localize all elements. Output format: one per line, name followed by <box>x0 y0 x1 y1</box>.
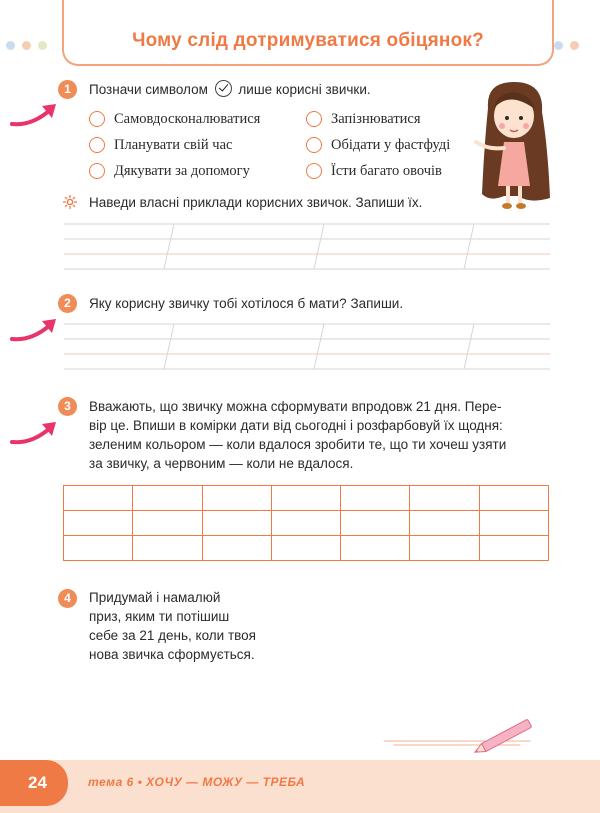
option-circle-icon[interactable] <box>306 111 322 127</box>
option-circle-icon[interactable] <box>89 137 105 153</box>
writing-lines[interactable] <box>64 220 550 272</box>
habit-option-label: Дякувати за допомогу <box>114 162 250 179</box>
date-cell[interactable] <box>133 536 202 561</box>
date-cell[interactable] <box>202 536 271 561</box>
habit-option-label: Запізнюватися <box>331 110 421 127</box>
task1-instruction <box>89 80 371 99</box>
option-circle-icon[interactable] <box>306 137 322 153</box>
task4-line: Придумай і намалюй <box>89 590 221 605</box>
date-cell[interactable] <box>271 536 340 561</box>
task1-instruction-end: лише корисні звички. <box>238 82 371 97</box>
date-cell[interactable] <box>341 536 410 561</box>
girl-illustration <box>470 78 560 218</box>
task4-line: себе за 21 день, коли твоя <box>89 628 256 643</box>
date-cell[interactable] <box>410 486 479 511</box>
footer-topic: тема 6 • ХОЧУ — МОЖУ — ТРЕБА <box>88 775 306 789</box>
task-number-4: 4 <box>58 589 77 608</box>
task3-line: за звичку, а червоним — коли не вдалося. <box>89 456 354 471</box>
date-cell[interactable] <box>202 511 271 536</box>
task3-line: Вважають, що звичку можна сформувати впродовж 21 дня. Пере- <box>89 399 502 414</box>
pointer-arrow-icon <box>10 100 58 130</box>
task2-instruction: Яку корисну звичку тобі хотілося б мати? Запиши. <box>89 296 404 311</box>
pointer-arrow-icon <box>10 315 58 345</box>
date-cell[interactable] <box>341 486 410 511</box>
date-cell[interactable] <box>410 511 479 536</box>
date-cell[interactable] <box>479 511 548 536</box>
pointer-arrow-icon <box>10 418 58 448</box>
habit-option-label: Самовдосконалюватися <box>114 110 261 127</box>
task-number-2: 2 <box>58 294 77 313</box>
habit-option[interactable] <box>89 161 250 181</box>
habit-option-label: Планувати свій час <box>114 136 233 153</box>
date-cell[interactable] <box>64 511 133 536</box>
date-cell[interactable] <box>64 486 133 511</box>
task-number-1: 1 <box>58 80 77 99</box>
writing-lines[interactable] <box>64 320 550 372</box>
date-cell[interactable] <box>133 486 202 511</box>
date-cell[interactable] <box>271 511 340 536</box>
task3-line: вір це. Впиши в комірки дати від сьогодні і розфарбовуй їх щодня: <box>89 418 503 433</box>
habit-tracker-grid <box>63 485 549 561</box>
page-title: Чому слід дотримуватися обіцянок? <box>132 30 484 51</box>
decor-dots-left <box>6 37 54 55</box>
date-cell[interactable] <box>341 511 410 536</box>
habit-option[interactable] <box>89 109 260 129</box>
date-cell[interactable] <box>479 486 548 511</box>
habit-option-label: Обідати у фастфуді <box>331 136 451 153</box>
date-cell[interactable] <box>202 486 271 511</box>
date-cell[interactable] <box>271 486 340 511</box>
check-symbol-icon <box>215 80 232 97</box>
habit-option[interactable] <box>306 135 450 155</box>
decor-dots-right <box>554 37 586 55</box>
option-circle-icon[interactable] <box>89 111 105 127</box>
task4-instruction <box>89 588 256 664</box>
task1-instruction-start: Позначи символом <box>89 82 208 97</box>
pencil-icon <box>380 715 550 755</box>
task3-line: зеленим кольором — коли вдалося зробити те, що ти хочеш узяти <box>89 437 507 452</box>
option-circle-icon[interactable] <box>89 163 105 179</box>
habit-option[interactable] <box>306 109 421 129</box>
date-cell[interactable] <box>479 536 548 561</box>
habit-option[interactable] <box>89 135 232 155</box>
date-cell[interactable] <box>133 511 202 536</box>
task1-extra-instruction: Наведи власні приклади корисних звичок. Запиши їх. <box>89 195 423 210</box>
task4-line: приз, яким ти потішиш <box>89 609 230 624</box>
page-number: 24 <box>0 760 68 806</box>
option-circle-icon[interactable] <box>306 163 322 179</box>
task4-line: нова звичка сформується. <box>89 647 255 662</box>
task3-instruction <box>89 397 549 473</box>
date-cell[interactable] <box>410 536 479 561</box>
sun-icon <box>63 195 77 209</box>
habit-option-label: Їсти багато овочів <box>331 162 442 179</box>
habit-option[interactable] <box>306 161 442 181</box>
task-number-3: 3 <box>58 397 77 416</box>
date-cell[interactable] <box>64 536 133 561</box>
